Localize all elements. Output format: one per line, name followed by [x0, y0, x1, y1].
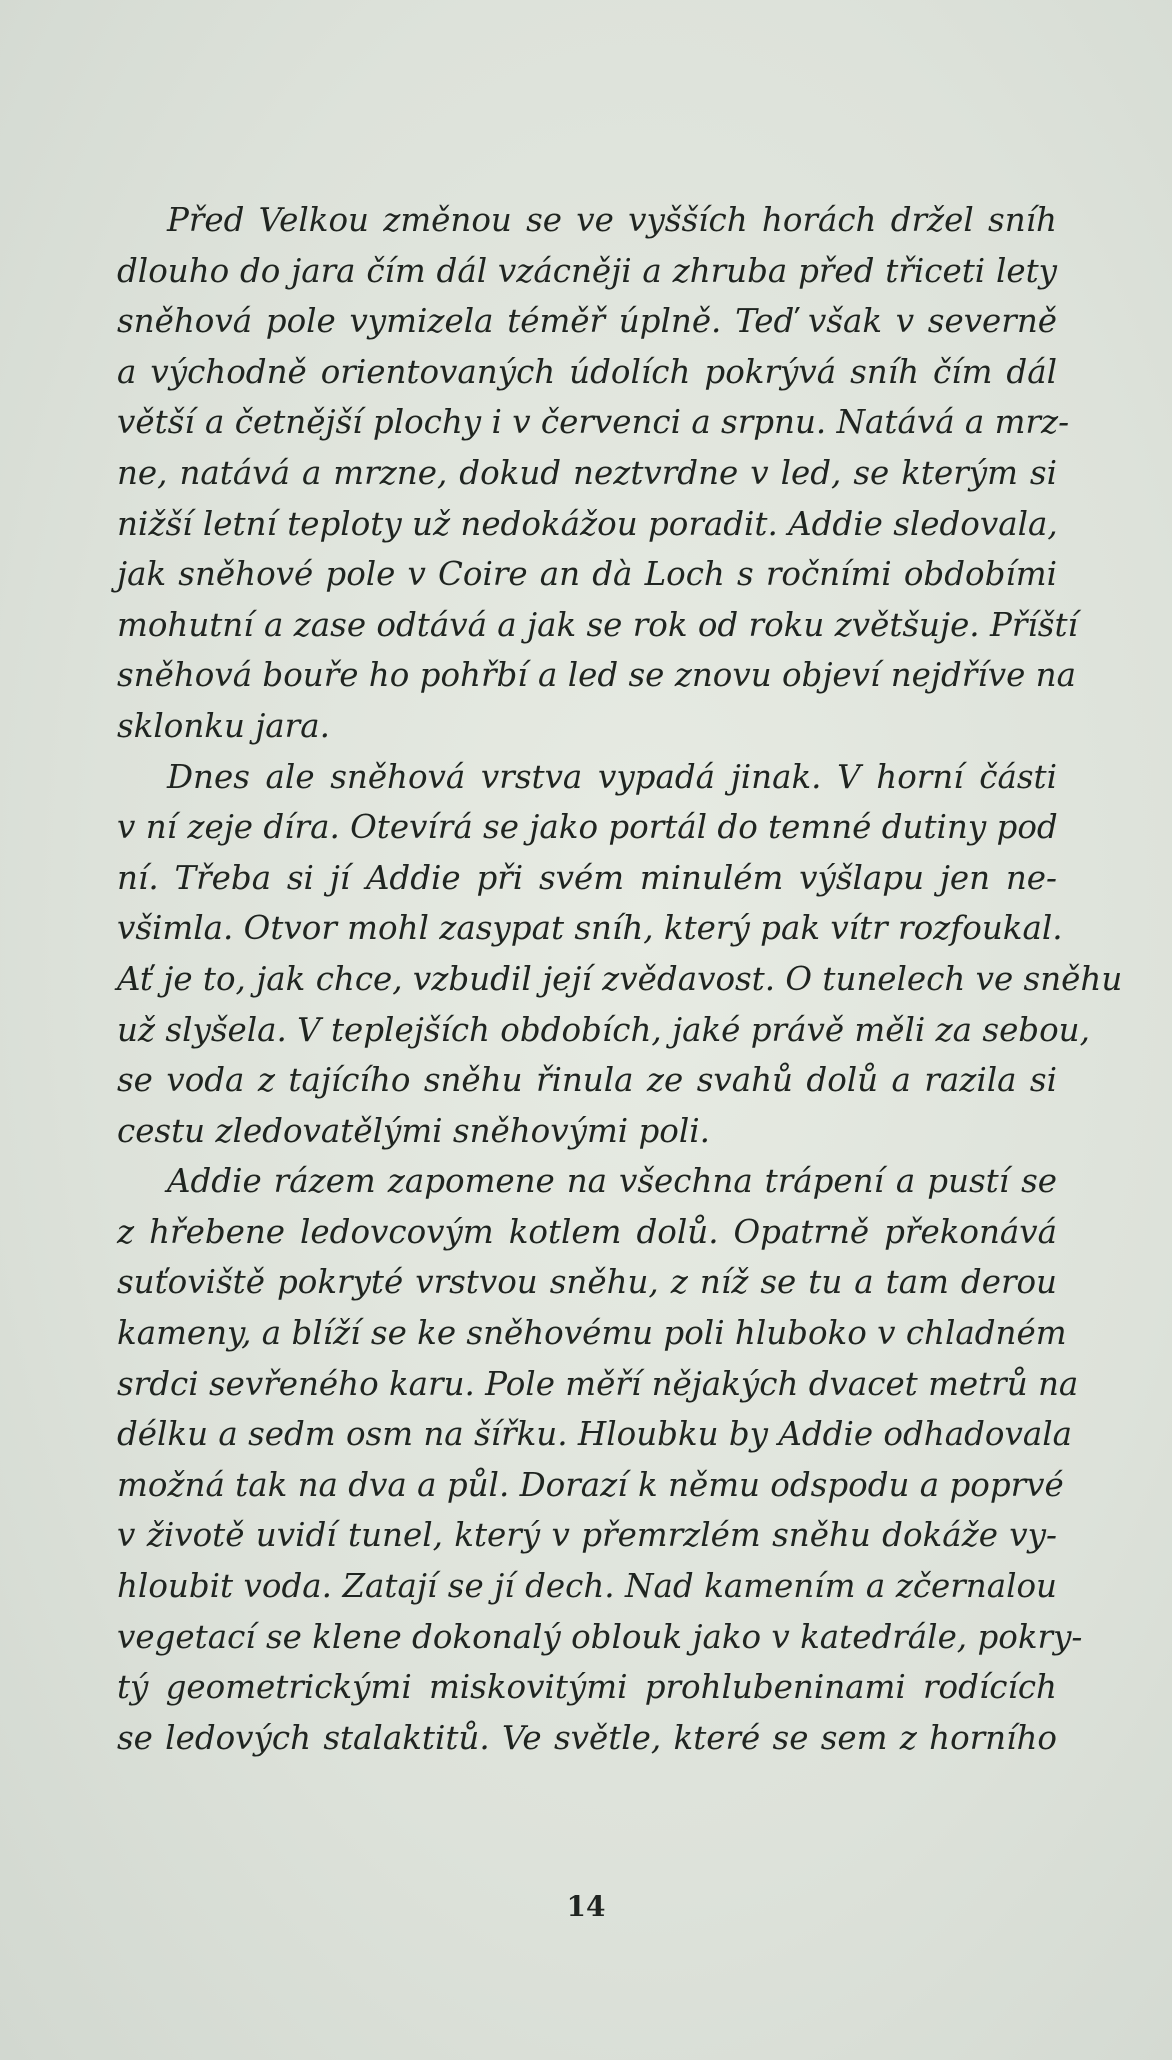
text-line: tý geometrickými miskovitými prohlubeninami rodících	[117, 1668, 1057, 1707]
text-line: ne, natává a mrzne, dokud neztvrdne v led, se kterým si	[117, 453, 1057, 492]
text-line: větší a četnější plochy i v červenci a srpnu. Natává a mrz-	[117, 403, 1070, 442]
text-line: v ní zeje díra. Otevírá se jako portál do temné dutiny pod	[117, 808, 1058, 847]
text-line: Addie rázem zapomene na všechna trápení a pustí se	[167, 1162, 1057, 1201]
text-line: jak sněhové pole v Coire an dà Loch s ročními obdobími	[117, 555, 1057, 594]
text-line: se voda z tajícího sněhu řinula ze svahů dolů a razila si	[117, 1061, 1057, 1100]
text-line: už slyšela. V teplejších obdobích, jaké právě měli za sebou,	[117, 1010, 1090, 1049]
text-line: z hřebene ledovcovým kotlem dolů. Opatrně překonává	[117, 1212, 1057, 1251]
text-line: délku a sedm osm na šířku. Hloubku by Addie odhadovala	[117, 1415, 1072, 1454]
body-text	[117, 195, 1123, 1763]
text-line: možná tak na dva a půl. Dorazí k němu odspodu a poprvé	[117, 1465, 1064, 1504]
text-line: vegetací se klene dokonalý oblouk jako v katedrále, pokry-	[117, 1617, 1083, 1656]
text-line: se ledových stalaktitů. Ve světle, které se sem z horního	[117, 1718, 1057, 1757]
text-line: Dnes ale sněhová vrstva vypadá jinak. V horní části	[167, 757, 1057, 796]
text-line: Ať je to, jak chce, vzbudil její zvědavost. O tunelech ve sněhu	[117, 959, 1123, 998]
text-line: sněhová bouře ho pohřbí a led se znovu objeví nejdříve na	[117, 656, 1076, 695]
text-line: dlouho do jara čím dál vzácněji a zhruba před třiceti lety	[117, 251, 1057, 290]
text-line: mohutní a zase odtává a jak se rok od roku zvětšuje. Příští	[117, 605, 1078, 644]
text-line: a východně orientovaných údolích pokrývá sníh čím dál	[117, 352, 1057, 391]
text-line: Před Velkou změnou se ve vyšších horách držel sníh	[167, 201, 1057, 239]
page-number: 14	[566, 1890, 606, 1923]
text-line: kameny, a blíží se ke sněhovému poli hluboko v chladném	[117, 1314, 1067, 1353]
text-line: hloubit voda. Zatají se jí dech. Nad kamením a zčernalou	[117, 1567, 1057, 1606]
text-line: v životě uvidí tunel, který v přemrzlém sněhu dokáže vy-	[117, 1516, 1057, 1555]
text-line: sklonku jara.	[117, 706, 330, 745]
text-line: ní. Třeba si jí Addie při svém minulém výšlapu jen ne-	[117, 858, 1057, 897]
text-line: sněhová pole vymizela téměř úplně. Teď však v severně	[117, 302, 1057, 341]
text-line: srdci sevřeného karu. Pole měří nějakých dvacet metrů na	[117, 1364, 1079, 1403]
text-line: cestu zledovatělými sněhovými poli.	[117, 1111, 710, 1150]
text-line: suťoviště pokryté vrstvou sněhu, z níž se tu a tam derou	[117, 1263, 1057, 1302]
text-line: nižší letní teploty už nedokážou poradit. Addie sledovala,	[117, 504, 1058, 543]
text-line: všimla. Otvor mohl zasypat sníh, který pak vítr rozfoukal.	[117, 909, 1063, 948]
